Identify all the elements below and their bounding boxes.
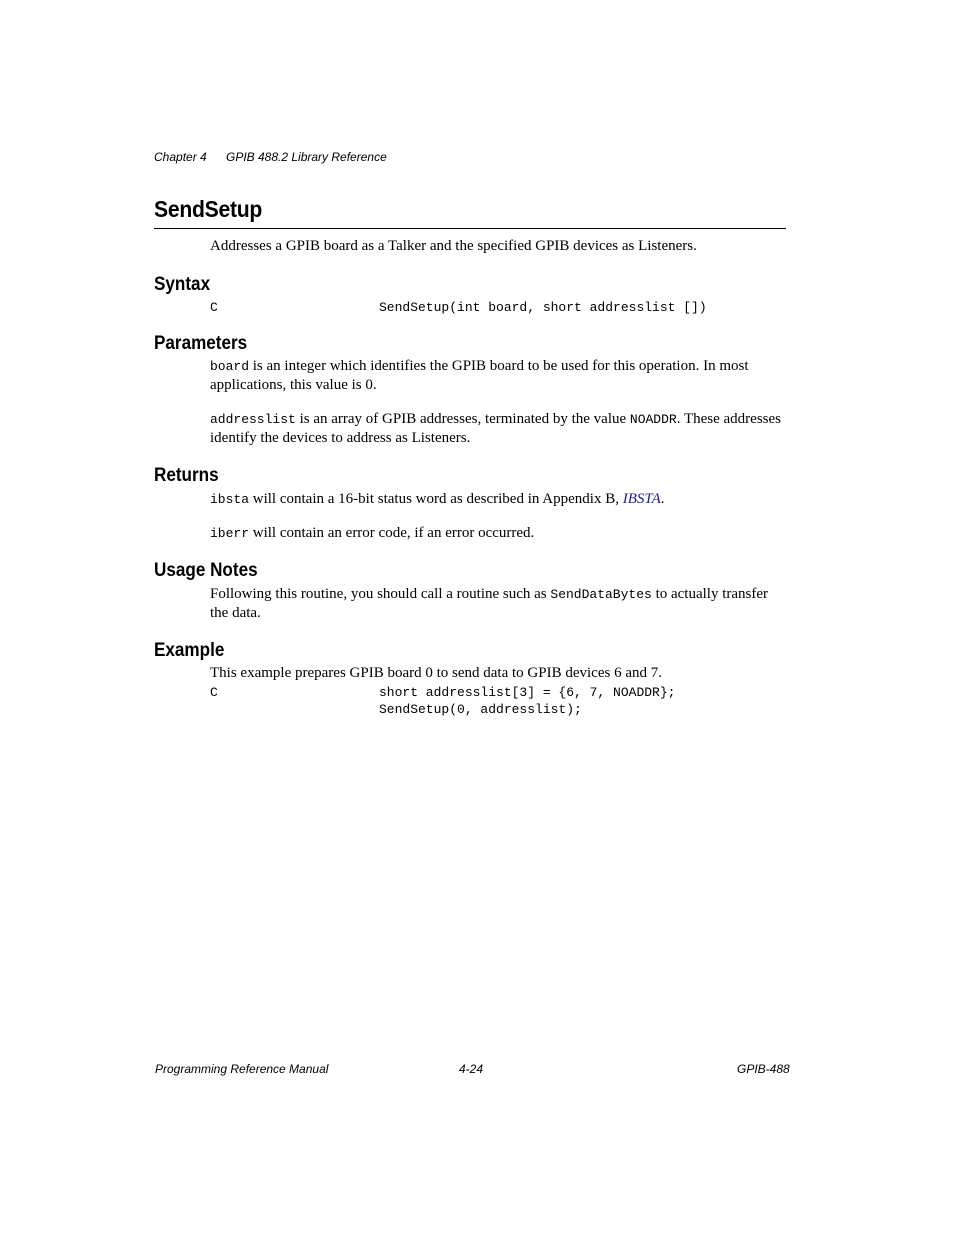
usage-text	[210, 585, 788, 623]
ibsta-text: will contain a 16-bit status word as described in Appendix B,	[249, 491, 623, 507]
param-addresslist-text-b: . These addresses identify the devices to address as Listeners.	[210, 411, 781, 446]
usage-text-b: to actually transfer the data.	[210, 586, 769, 621]
example-heading: Example	[154, 640, 225, 661]
footer-left: Programming Reference Manual	[155, 1062, 329, 1076]
usage-text-a: Following this routine, you should call a routine such as	[210, 586, 551, 602]
ibsta-end: .	[660, 491, 665, 507]
example-code-line-2: SendSetup(0, addresslist);	[379, 702, 582, 717]
returns-iberr	[210, 524, 788, 543]
noaddr-code: NOADDR	[629, 412, 677, 427]
example-code-line-1: short addresslist[3] = {6, 7, NOADDR};	[379, 685, 676, 700]
senddatabytes-code: SendDataBytes	[550, 587, 652, 602]
syntax-code: SendSetup(int board, short addresslist [])	[379, 300, 707, 315]
param-board	[210, 357, 788, 395]
param-addresslist-text-a: is an array of GPIB addresses, terminated by the value	[295, 411, 630, 427]
page-number: 4-24	[459, 1062, 484, 1076]
running-header	[154, 150, 387, 164]
parameters-heading: Parameters	[154, 333, 248, 354]
chapter-label: Chapter 4	[154, 150, 207, 164]
param-addresslist	[210, 410, 788, 448]
example-lang: C	[210, 685, 218, 700]
returns-heading: Returns	[154, 465, 219, 486]
param-board-code: board	[210, 359, 250, 374]
param-addresslist-code: addresslist	[210, 412, 296, 427]
section-label: GPIB 488.2 Library Reference	[226, 150, 387, 164]
description: Addresses a GPIB board as a Talker and the specified GPIB devices as Listeners.	[210, 238, 697, 254]
ibsta-link[interactable]: IBSTA	[622, 491, 661, 507]
ibsta-code: ibsta	[210, 492, 250, 507]
returns-ibsta	[210, 490, 788, 509]
example-text: This example prepares GPIB board 0 to send data to GPIB devices 6 and 7.	[210, 665, 662, 681]
iberr-code: iberr	[210, 526, 250, 541]
title-rule	[154, 228, 786, 229]
footer-right: GPIB-488	[737, 1062, 790, 1076]
usage-heading: Usage Notes	[154, 560, 258, 581]
syntax-heading: Syntax	[154, 274, 211, 295]
param-board-text: is an integer which identifies the GPIB board to be used for this operation. In most applications, this value is 0.	[210, 358, 749, 393]
iberr-text: will contain an error code, if an error occurred.	[249, 525, 535, 541]
page-title: SendSetup	[154, 196, 263, 222]
syntax-lang: C	[210, 300, 218, 315]
